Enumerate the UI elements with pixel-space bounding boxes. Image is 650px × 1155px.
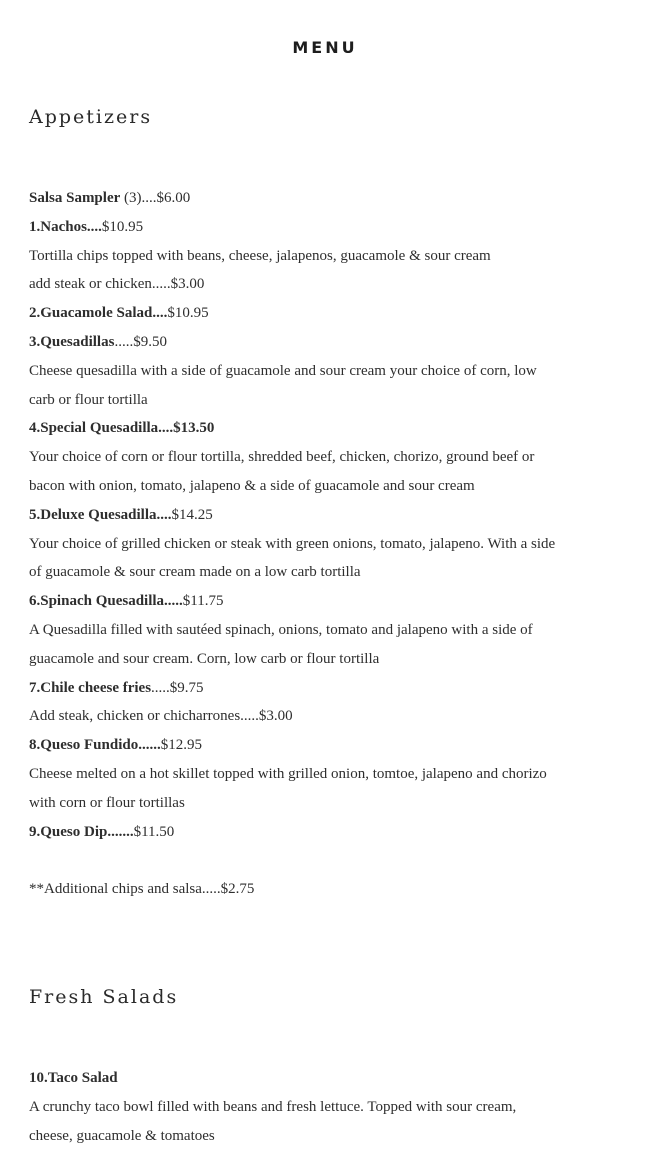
menu-item-text: of guacamole & sour cream made on a low carb tortilla <box>29 564 361 581</box>
menu-item-text: Your choice of corn or flour tortilla, shredded beef, chicken, chorizo, ground beef or <box>29 449 535 466</box>
menu-item-text: add steak or chicken.....$3.00 <box>29 276 205 293</box>
appetizer-menu-line <box>29 443 629 472</box>
appetizer-menu-line <box>29 702 629 731</box>
menu-item-name: 6.Spinach Quesadilla..... <box>29 593 183 610</box>
menu-item-name: 8.Queso Fundido...... <box>29 737 161 754</box>
menu-item-text: Cheese melted on a hot skillet topped with grilled onion, tomtoe, jalapeno and chorizo <box>29 765 547 782</box>
appetizer-menu-line <box>29 414 629 443</box>
menu-item-text: bacon with onion, tomato, jalapeno & a side of guacamole and sour cream <box>29 477 475 494</box>
appetizer-menu-line <box>29 386 629 415</box>
appetizer-menu-line <box>29 184 629 213</box>
menu-item-text: cheese, guacamole & tomatoes <box>29 1127 215 1144</box>
salad-menu-line <box>29 1064 629 1093</box>
salads-section-title: Fresh Salads <box>29 986 179 1008</box>
appetizer-menu-line <box>29 674 629 703</box>
menu-item-text: carb or flour tortilla <box>29 391 148 408</box>
appetizer-menu-line <box>29 645 629 674</box>
appetizer-menu-line <box>29 558 629 587</box>
appetizer-menu-line <box>29 328 629 357</box>
menu-item-name: 5.Deluxe Quesadilla.... <box>29 506 172 523</box>
appetizer-menu-line <box>29 875 629 904</box>
appetizer-menu-line <box>29 818 629 847</box>
appetizer-menu-line <box>29 472 629 501</box>
appetizer-menu-line <box>29 357 629 386</box>
menu-item-name: 2.Guacamole Salad.... <box>29 305 168 322</box>
menu-item-text: guacamole and sour cream. Corn, low carb or flour tortilla <box>29 650 380 667</box>
menu-item-text: A crunchy taco bowl filled with beans and fresh lettuce. Topped with sour cream, <box>29 1098 517 1115</box>
menu-item-text: Cheese quesadilla with a side of guacamole and sour cream your choice of corn, low <box>29 362 537 379</box>
appetizers-list <box>29 184 629 904</box>
menu-item-text: **Additional chips and salsa.....$2.75 <box>29 881 255 898</box>
appetizer-menu-line <box>29 270 629 299</box>
appetizer-menu-line <box>29 299 629 328</box>
menu-item-text: with corn or flour tortillas <box>29 794 185 811</box>
appetizer-menu-line <box>29 213 629 242</box>
menu-title: MENU <box>292 38 358 57</box>
appetizer-menu-line <box>29 789 629 818</box>
menu-item-name: 1.Nachos.... <box>29 218 102 235</box>
appetizers-section-title: Appetizers <box>29 106 153 128</box>
menu-item-text: $11.50 <box>133 823 175 840</box>
salad-menu-line <box>29 1093 629 1122</box>
menu-item-name: Salsa Sampler <box>29 190 121 206</box>
menu-item-text: Tortilla chips topped with beans, cheese, jalapenos, guacamole & sour cream <box>29 247 491 264</box>
menu-item-text: .....$9.75 <box>151 679 204 696</box>
menu-item-text: (3)....$6.00 <box>120 190 191 206</box>
salads-list <box>29 1064 629 1150</box>
menu-item-text: $14.25 <box>171 506 213 523</box>
menu-item-name: 3.Quesadillas <box>29 333 115 350</box>
menu-item-text: $10.95 <box>101 218 144 235</box>
appetizer-menu-line <box>29 731 629 760</box>
menu-item-name: 4.Special Quesadilla....$13.50 <box>29 420 215 437</box>
appetizer-menu-line <box>29 530 629 559</box>
menu-item-text: $11.75 <box>182 593 224 610</box>
menu-item-text: A Quesadilla filled with sautéed spinach, onions, tomato and jalapeno with a side of <box>29 621 533 638</box>
salad-menu-line <box>29 1122 629 1151</box>
appetizer-menu-line <box>29 242 629 271</box>
menu-item-text: Your choice of grilled chicken or steak with green onions, tomato, jalapeno. With a side <box>29 535 556 552</box>
appetizer-menu-line <box>29 760 629 789</box>
appetizer-menu-line <box>29 501 629 530</box>
menu-item-name: 9.Queso Dip....... <box>29 823 134 840</box>
appetizer-menu-line <box>29 616 629 645</box>
menu-item-name: 10.Taco Salad <box>29 1070 118 1086</box>
menu-item-text: $10.95 <box>167 305 209 322</box>
menu-item-name: 7.Chile cheese fries <box>29 679 152 696</box>
menu-item-text: Add steak, chicken or chicharrones.....$3.00 <box>29 708 293 725</box>
blank-line <box>29 846 629 875</box>
appetizer-menu-line <box>29 587 629 616</box>
menu-item-text: .....$9.50 <box>114 333 167 350</box>
menu-item-text: $12.95 <box>160 737 202 754</box>
